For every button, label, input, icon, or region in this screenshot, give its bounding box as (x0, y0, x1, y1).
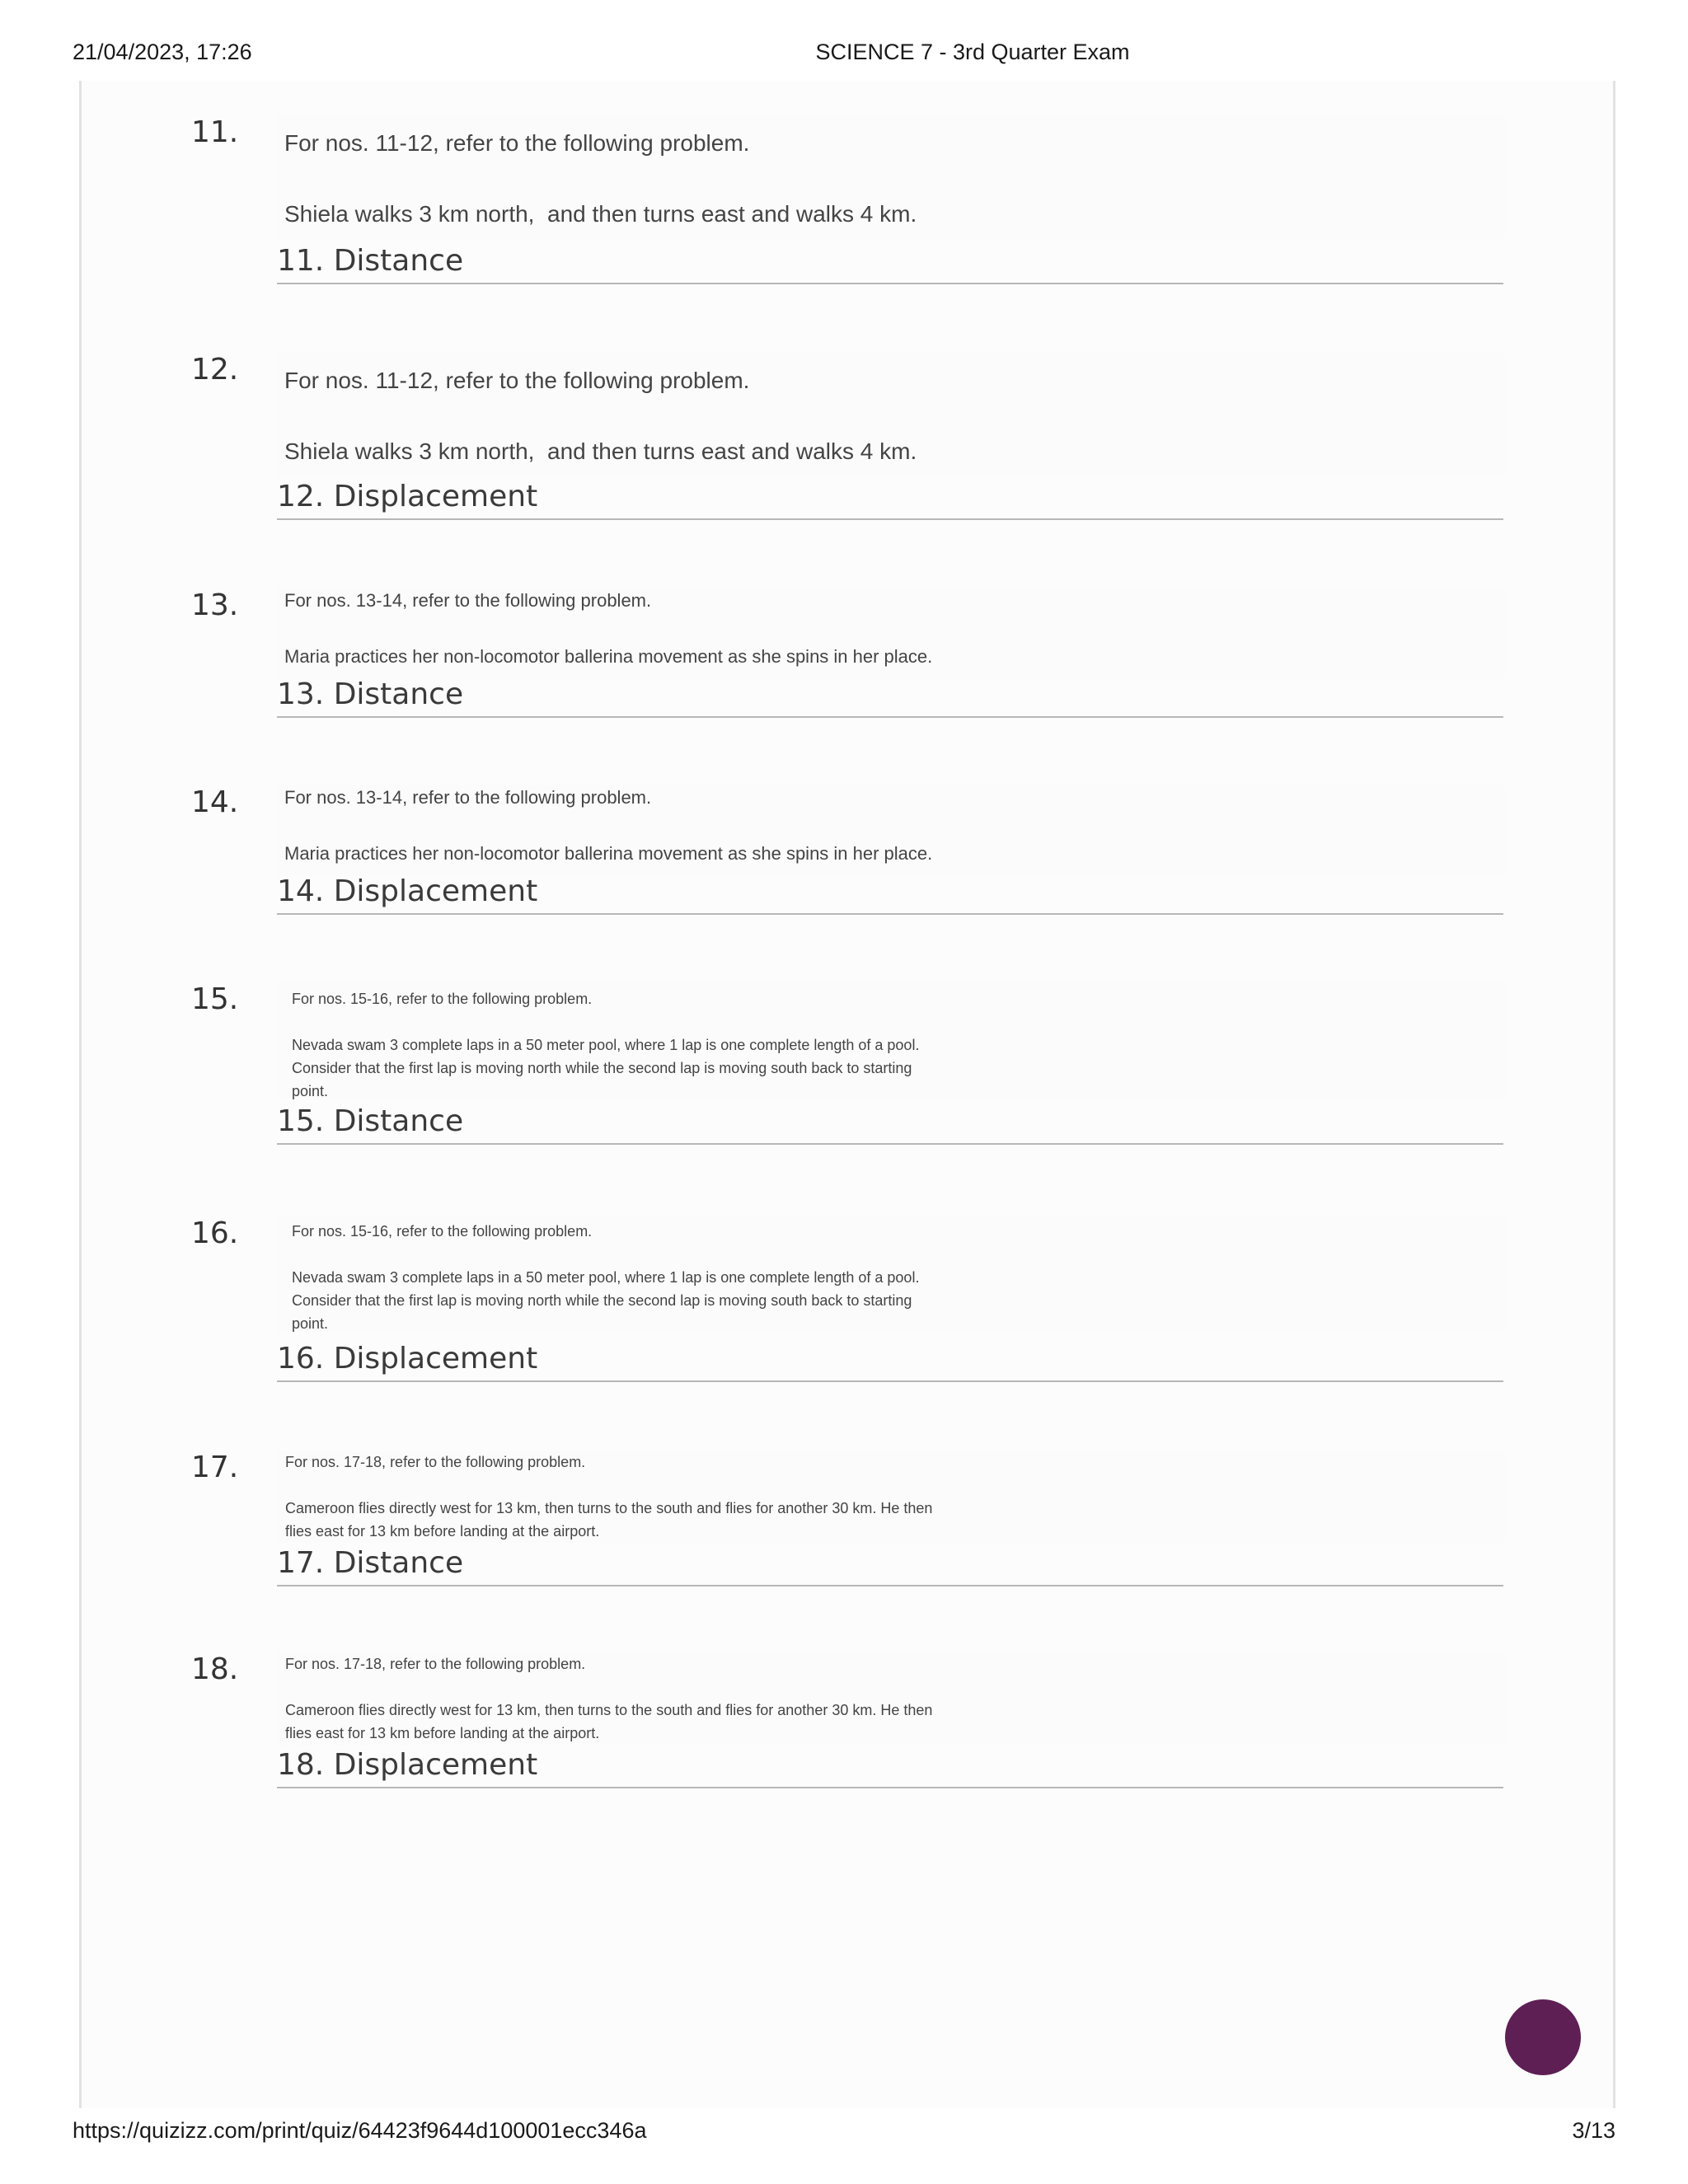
question-text-line: Consider that the first lap is moving north while the second lap is moving south back to starting (292, 1292, 912, 1309)
question-text-line: point. (292, 1083, 329, 1099)
question-image (277, 115, 1505, 239)
question-text-line: flies east for 13 km before landing at the airport. (285, 1725, 600, 1741)
question-text-line: flies east for 13 km before landing at the airport. (285, 1523, 600, 1540)
answer-label: 15. Distance (277, 1104, 1503, 1145)
answer-label: 12. Displacement (277, 480, 1503, 520)
question-image (277, 1216, 1505, 1332)
page-title: SCIENCE 7 - 3rd Quarter Exam (815, 40, 1130, 64)
answer-label: 16. Displacement (277, 1342, 1503, 1382)
page-number: 3/13 (1572, 2118, 1615, 2143)
question-text-line: For nos. 17-18, refer to the following problem. (285, 1454, 586, 1470)
question-text-line: Cameroon flies directly west for 13 km, then turns to the south and flies for another 30 km. He then (285, 1500, 933, 1516)
answer-label: 11. Distance (277, 244, 1503, 284)
question-text-line: For nos. 11-12, refer to the following problem. (284, 368, 750, 393)
question-image (277, 588, 1505, 679)
question-number: 11. (191, 115, 239, 149)
question-text-line: For nos. 13-14, refer to the following problem. (284, 590, 652, 611)
question-text-line: Shiela walks 3 km north, and then turns east and walks 4 km. (284, 438, 917, 464)
footer-url: https://quizizz.com/print/quiz/64423f9644d100001ecc346a (73, 2118, 647, 2143)
answer-label: 14. Displacement (277, 874, 1503, 915)
question-number: 15. (191, 982, 239, 1016)
answer-label: 13. Distance (277, 677, 1503, 718)
question-text-line: For nos. 17-18, refer to the following problem. (285, 1656, 586, 1672)
question-image (277, 982, 1505, 1098)
question-text-line: Shiela walks 3 km north, and then turns east and walks 4 km. (284, 201, 917, 227)
question-number: 17. (191, 1451, 239, 1484)
question-text-line: point. (292, 1315, 329, 1332)
question-number: 14. (191, 785, 239, 819)
print-datetime: 21/04/2023, 17:26 (73, 40, 252, 64)
question-text-line: Cameroon flies directly west for 13 km, then turns to the south and flies for another 30 km. He then (285, 1702, 933, 1718)
question-image (277, 1652, 1505, 1745)
question-image (277, 353, 1505, 476)
question-text-line: Nevada swam 3 complete laps in a 50 meter pool, where 1 lap is one complete length of a pool. (292, 1037, 920, 1053)
question-text-line: For nos. 15-16, refer to the following problem. (292, 991, 593, 1007)
question-number: 12. (191, 353, 239, 387)
question-text-line: Nevada swam 3 complete laps in a 50 meter pool, where 1 lap is one complete length of a pool. (292, 1269, 920, 1286)
question-image (277, 785, 1505, 876)
question-text-line: Consider that the first lap is moving north while the second lap is moving south back to starting (292, 1060, 912, 1076)
answer-label: 17. Distance (277, 1546, 1503, 1586)
question-text-line: For nos. 11-12, refer to the following problem. (284, 130, 750, 156)
question-number: 13. (191, 588, 239, 622)
answer-label: 18. Displacement (277, 1748, 1503, 1788)
question-image (277, 1451, 1505, 1543)
question-text-line: Maria practices her non-locomotor ballerina movement as she spins in her place. (284, 843, 933, 864)
question-text-line: Maria practices her non-locomotor ballerina movement as she spins in her place. (284, 646, 933, 667)
question-number: 18. (191, 1652, 239, 1686)
question-text-line: For nos. 15-16, refer to the following problem. (292, 1223, 593, 1240)
question-number: 16. (191, 1216, 239, 1250)
question-text-line: For nos. 13-14, refer to the following problem. (284, 787, 652, 808)
floating-action-button[interactable] (1505, 1999, 1581, 2075)
